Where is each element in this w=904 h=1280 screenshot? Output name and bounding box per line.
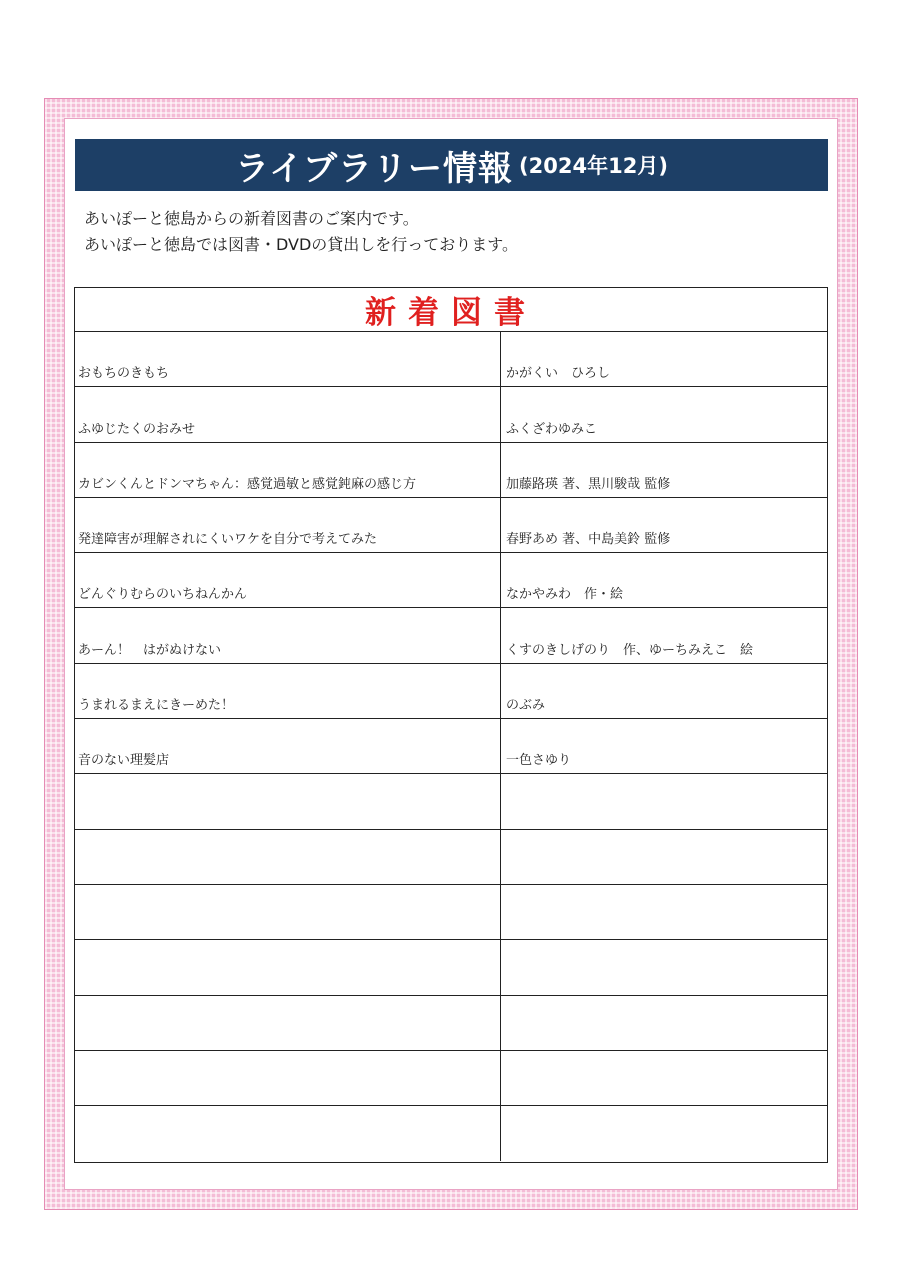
book-title [75,774,501,828]
book-author [501,885,827,939]
table-row [75,830,827,885]
table-row [75,885,827,940]
table-row [75,608,827,663]
book-author [501,996,827,1050]
table-row [75,1106,827,1161]
book-author: 春野あめ 著、中島美鈴 監修 [506,532,671,548]
book-title [75,885,501,939]
book-title [75,1106,501,1161]
table-row [75,387,827,442]
book-author [501,830,827,884]
table-row [75,664,827,719]
book-title: おもちのきもち [75,332,501,386]
intro-line-2: あいぽーと徳島では図書・DVDの貸出しを行っております。 [84,235,519,254]
book-author: 加藤路瑛 著、黒川駿哉 監修 [506,476,671,492]
book-title: 発達障害が理解されにくいワケを自分で考えてみた [75,498,501,552]
book-author [501,1051,827,1105]
book-title: ふゆじたくのおみせ [75,387,501,441]
book-title [75,996,501,1050]
book-title: どんぐりむらのいちねんかん [75,553,501,607]
book-author: のぶみ [506,698,546,714]
book-author: なかやみわ 作・絵 [506,587,624,603]
book-title: うまれるまえにきーめた！ [75,664,501,718]
table-row [75,719,827,774]
intro-line-1: あいぽーと徳島からの新着図書のご案内です。 [84,209,419,228]
issue-date: (2024年12月) [519,154,668,178]
table-row [75,1051,827,1106]
book-title [75,830,501,884]
book-title [75,940,501,994]
book-author: ふくざわゆみこ [506,421,598,437]
page-title: ライブラリー情報 [235,148,514,189]
table-row [75,774,827,829]
book-title: あーん！ はがぬけない [75,608,501,662]
book-author: 一色さゆり [506,753,572,769]
new-books-table [74,287,828,1163]
header-banner [75,139,828,191]
table-row [75,443,827,498]
table-row [75,996,827,1051]
book-author [501,774,827,828]
book-author: かがくい ひろし [506,366,611,382]
book-title [75,1051,501,1105]
table-row [75,940,827,995]
intro-text [84,206,824,258]
table-row [75,498,827,553]
book-title: カビンくんとドンマちゃん：感覚過敏と感覚鈍麻の感じ方 [75,443,501,497]
book-title: 音のない理髪店 [75,719,501,773]
book-author [501,1106,827,1161]
table-row [75,553,827,608]
new-books-heading: 新着図書 [75,288,827,332]
book-author: くすのきしげのり 作、ゆーちみえこ 絵 [506,642,754,658]
book-author [501,940,827,994]
table-row [75,332,827,387]
